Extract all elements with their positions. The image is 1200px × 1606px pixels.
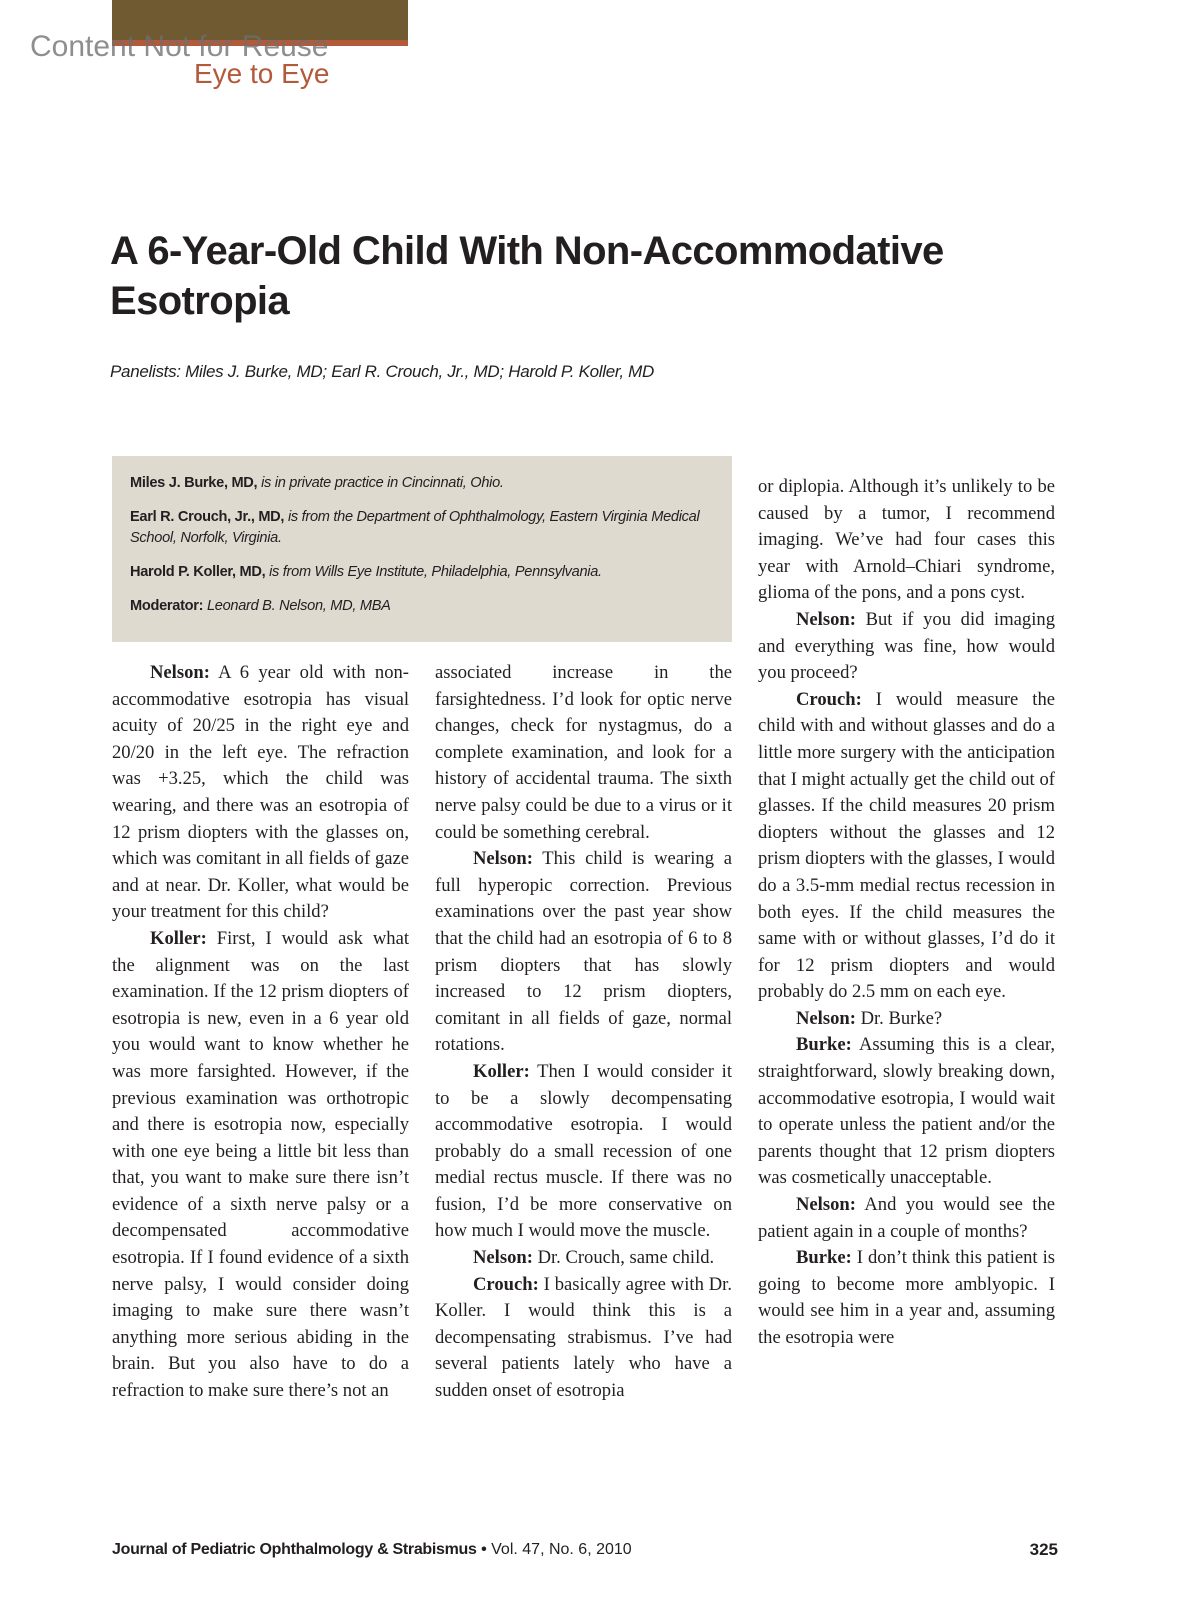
paragraph [758, 1245, 1055, 1351]
affiliation-koller [130, 562, 716, 583]
paragraph-text: First, I would ask what the alignment was on the last examination. If the 12 prism diopters of esotropia is new, even in a 6 year old you would want to know whether he was more farsighted. However, if the previous examination was orthotropic and there is esotropia now, especially with one eye being a little bit less than that, you want to make sure there isn’t evidence of a sixth nerve palsy or a decompensated accommodative esotropia. If I found evidence of a sixth nerve palsy, I would consider doing imaging to make sure there wasn’t anything more serious abiding in the brain. But you also have to do a refraction to make sure there’s not an [112, 927, 409, 1402]
paragraph-text: Dr. Crouch, same child. [532, 1247, 715, 1269]
speaker-name: Koller: [473, 1060, 530, 1082]
affiliation-text: is in private practice in Cincinnati, Ohio. [257, 475, 504, 491]
paragraph-continued: associated increase in the farsightedness. I’d look for optic nerve changes, check for nystagmus, do a complete examination, and look for a history of accidental trauma. The sixth nerve palsy could be due to a virus or it could be something cerebral. [435, 662, 732, 843]
affiliation-text: Leonard B. Nelson, MD, MBA [203, 598, 391, 614]
paragraph-text: I basically agree with Dr. Koller. I would think this is a decompensating strabismus. I’ve had several patients lately who have a sudden onset of esotropia [435, 1273, 732, 1402]
footer-issue: Vol. 47, No. 6, 2010 [491, 1541, 632, 1558]
paragraph [758, 1006, 1055, 1033]
speaker-name: Burke: [796, 1034, 852, 1056]
speaker-name: Nelson: [473, 1247, 533, 1269]
paragraph-continued: or diplopia. Although it’s unlikely to be caused by a tumor, I recommend imaging. We’ve had four cases this year with Arnold–Chiari syndrome, glioma of the pons, and a pons cyst. [758, 476, 1055, 604]
paragraph-text: And you would see the patient again in a couple of months? [758, 1194, 1055, 1242]
affiliation-name: Moderator: [130, 598, 204, 614]
paragraph-text: Then I would consider it to be a slowly decompensating accommodative esotropia. I would probably do a small recession of one medial rectus muscle. If there was no fusion, I’d be more conservative on how much I would move the muscle. [435, 1060, 732, 1242]
body-column-2 [435, 660, 732, 1405]
footer-journal-name: Journal of Pediatric Ophthalmology & Strabismus [112, 1541, 477, 1558]
paragraph-text: I would measure the child with and without glasses and do a little more surgery with the anticipation that I might actually get the child out of glasses. If the child measures 20 prism diopters without the glasses and 12 prism diopters with the glasses, I would do a 3.5-mm medial rectus recession in both eyes. If the child measures the same with or without glasses, I’d do it for 12 prism diopters and would probably do 2.5 mm on each eye. [758, 688, 1055, 1003]
paragraph-text: Dr. Burke? [855, 1007, 943, 1029]
footer-separator: • [476, 1541, 492, 1558]
paragraph-text: Assuming this is a clear, straightforward, slowly breaking down, accommodative esotropia, I would wait to operate unless the patient and/or the parents thought that 12 prism diopters was cosmetically unacceptable. [758, 1034, 1055, 1189]
page-footer [112, 1538, 1058, 1562]
speaker-name: Nelson: [796, 608, 856, 630]
affiliation-crouch [130, 507, 716, 549]
panelists-line: Panelists: Miles J. Burke, MD; Earl R. Crouch, Jr., MD; Harold P. Koller, MD [110, 362, 655, 381]
affiliation-moderator [130, 596, 716, 617]
paragraph [758, 607, 1055, 687]
paragraph-text: I don’t think this patient is going to become more amblyopic. I would see him in a year and, assuming the esotropia were [758, 1247, 1055, 1348]
paragraph-text: This child is wearing a full hyperopic correction. Previous examinations over the past year show that the child had an esotropia of 6 to 8 prism diopters that has slowly increased to 12 prism diopters, comitant in all fields of gaze, normal rotations. [435, 848, 732, 1056]
affiliation-text: is from the Department of Ophthalmology, Eastern Virginia Medical School, Norfolk, Virginia. [130, 509, 700, 546]
affiliation-name: Earl R. Crouch, Jr., MD, [130, 509, 285, 525]
speaker-name: Nelson: [796, 1007, 856, 1029]
affiliation-name: Harold P. Koller, MD, [130, 564, 266, 580]
body-column-1 [112, 660, 409, 1405]
paragraph-text: But if you did imaging and everything was fine, how would you proceed? [758, 608, 1055, 684]
affiliation-text: is from Wills Eye Institute, Philadelphia, Pennsylvania. [265, 564, 602, 580]
speaker-name: Crouch: [796, 688, 862, 710]
speaker-name: Burke: [796, 1247, 852, 1269]
affiliations-box [112, 456, 732, 642]
paragraph [435, 1245, 732, 1272]
speaker-name: Koller: [150, 927, 207, 949]
paragraph [112, 926, 409, 1405]
speaker-name: Nelson: [796, 1194, 856, 1216]
paragraph [758, 1192, 1055, 1245]
watermark: Content Not for Reuse [30, 30, 329, 63]
speaker-name: Nelson: [473, 848, 533, 870]
speaker-name: Crouch: [473, 1273, 539, 1295]
paragraph-text: A 6 year old with non-accommodative esotropia has visual acuity of 20/25 in the right eye and 20/20 in the left eye. The refraction was +3.25, which the child was wearing, and there was an esotropia of 12 prism diopters with the glasses on, which was comitant in all fields of gaze and at near. Dr. Koller, what would be your treatment for this child? [112, 662, 409, 923]
paragraph [435, 1059, 732, 1245]
body-column-3 [758, 474, 1055, 1352]
paragraph [758, 1032, 1055, 1192]
paragraph [435, 1272, 732, 1405]
paragraph [435, 846, 732, 1059]
page-number: 325 [1029, 1540, 1058, 1559]
paragraph [758, 687, 1055, 1006]
article-title: A 6-Year-Old Child With Non-Accommodative Esotropia [110, 229, 944, 323]
section-label: Eye to Eye [194, 58, 330, 89]
affiliation-name: Miles J. Burke, MD, [130, 475, 258, 491]
paragraph [112, 660, 409, 926]
speaker-name: Nelson: [150, 662, 210, 683]
affiliation-burke [130, 473, 716, 494]
